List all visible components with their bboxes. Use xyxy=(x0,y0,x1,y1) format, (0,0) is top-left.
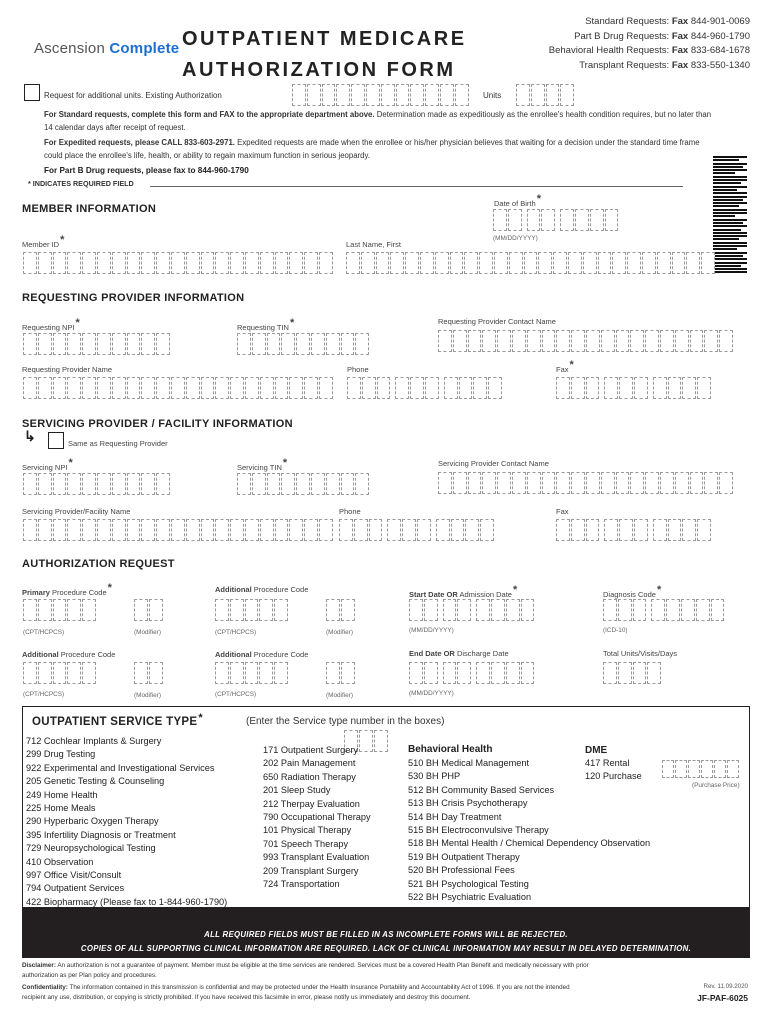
bh-heading: Behavioral Health xyxy=(408,744,493,755)
svc-phone-label: Phone xyxy=(339,507,361,516)
modifier-hint: (Modifier) xyxy=(134,692,161,699)
end-date-input[interactable] xyxy=(409,662,534,684)
additional-code-label-2: Additional Procedure Code xyxy=(22,650,116,659)
modifier-hint: (Modifier) xyxy=(326,629,353,636)
member-id-input[interactable] xyxy=(23,252,333,274)
logo-light-text: Ascension xyxy=(34,40,106,57)
date-hint: (MM/DD/YYYY) xyxy=(409,627,454,634)
auth-heading: AUTHORIZATION REQUEST xyxy=(22,558,175,570)
revision: Rev. 11.09.2020 xyxy=(703,983,748,990)
req-fax-input[interactable] xyxy=(556,377,711,399)
totals-label: Total Units/Visits/Days xyxy=(603,649,678,658)
service-col-1: 712 Cochlear Implants & Surgery 299 Drug Testing 922 Experimental and Investigational Services 205 Genetic Testing & Counseling 249 Home Health 225 Home Meals 290 Hyperbaric Oxygen Therapy 395 Infertility Diagnosis or Treatment 729 Neuropsychological Testing 410 Observation 997 Office Visit/Consult 794 Outpatient Services 422 Biopharmacy (Please fax to 1-844-960-1790) xyxy=(26,736,228,907)
diagnosis-label: Diagnosis Code* xyxy=(603,584,662,599)
svc-tin-label: Servicing TIN* xyxy=(237,457,288,472)
fax-line: Part B Drug Requests: Fax 844-960-1790 xyxy=(574,30,750,42)
member-heading: MEMBER INFORMATION xyxy=(22,203,157,215)
modifier-hint: (Modifier) xyxy=(134,629,161,636)
service-heading: OUTPATIENT SERVICE TYPE* xyxy=(32,712,203,728)
standard-instructions: For Standard requests, complete this form and FAX to the appropriate department above. Determination made as expeditiously as the enrollee's health condition requires, but no later than 14 calendar days after receipt of request. xyxy=(44,110,712,132)
req-contact-input[interactable] xyxy=(438,330,733,352)
req-phone-label: Phone xyxy=(347,365,369,374)
date-hint: (MM/DD/YYYY) xyxy=(409,690,454,697)
end-date-label: End Date OR Discharge Date xyxy=(409,649,509,658)
fax-line: Behavioral Health Requests: Fax 833-684-1678 xyxy=(548,45,750,56)
additional-modifier-input-3[interactable] xyxy=(326,662,355,684)
icd-hint: (ICD-10) xyxy=(603,627,628,634)
disclaimer: Disclaimer: An authorization is not a guarantee of payment. Member must be eligible at the time services are rendered. Services must be a covered Health Plan Benefit and medically necessary with prior authorization as per Plan policy and procedures. xyxy=(22,962,589,979)
svc-fax-input[interactable] xyxy=(556,519,711,541)
warning-line-1: ALL REQUIRED FIELDS MUST BE FILLED IN AS INCOMPLETE FORMS WILL BE REJECTED. xyxy=(204,930,568,939)
cpt-hint: (CPT/HCPCS) xyxy=(215,691,257,698)
additional-code-label-1: Additional Procedure Code xyxy=(215,585,309,594)
req-fax-label: Fax* xyxy=(556,359,574,374)
warning-line-2: COPIES OF ALL SUPPORTING CLINICAL INFORMATION ARE REQUIRED. LACK OF CLINICAL INFORMATION MAY RESULT IN DELAYED DETERMINATION. xyxy=(80,944,692,953)
divider xyxy=(150,186,683,187)
partb-instructions: For Part B Drug requests, please fax to 844-960-1790 xyxy=(44,166,249,175)
primary-modifier-input[interactable] xyxy=(134,599,163,621)
dme-heading: DME xyxy=(585,745,608,756)
purchase-price-hint: (Purchase Price) xyxy=(692,782,740,789)
diagnosis-input[interactable] xyxy=(603,599,724,621)
req-npi-label: Requesting NPI* xyxy=(22,317,80,332)
svc-contact-input[interactable] xyxy=(438,472,733,494)
additional-units-label: Request for additional units. Existing Authorization xyxy=(44,91,222,100)
start-date-input[interactable] xyxy=(409,599,534,621)
requesting-heading: REQUESTING PROVIDER INFORMATION xyxy=(22,292,245,304)
fax-numbers xyxy=(549,15,750,73)
primary-cpt-input[interactable] xyxy=(23,599,96,621)
last-first-input[interactable] xyxy=(346,252,715,274)
additional-units-checkbox[interactable] xyxy=(24,84,40,101)
logo xyxy=(34,40,179,57)
additional-modifier-input-1[interactable] xyxy=(326,599,355,621)
units-input[interactable] xyxy=(516,84,574,106)
totals-input[interactable] xyxy=(603,662,661,684)
additional-modifier-input-2[interactable] xyxy=(134,662,163,684)
additional-cpt-input-2[interactable] xyxy=(23,662,96,684)
additional-cpt-input-3[interactable] xyxy=(215,662,288,684)
req-contact-label: Requesting Provider Contact Name xyxy=(438,317,556,326)
barcode xyxy=(713,156,747,276)
start-date-label: Start Date OR Admission Date* xyxy=(409,584,518,599)
service-col-3: 510 BH Medical Management 530 BH PHP 512 BH Community Based Services 513 BH Crisis Psychotherapy 514 BH Day Treatment 515 BH Electroconvulsive Therapy 518 BH Mental Health / Chemical Dependency Observation 519 BH Outpatient Therapy 520 BH Professional Fees 521 BH Psychological Testing 522 BH Psychiatric Evaluation xyxy=(408,758,651,903)
cpt-hint: (CPT/HCPCS) xyxy=(23,691,65,698)
logo-bold-text: Complete xyxy=(109,40,180,57)
same-as-requesting-checkbox[interactable] xyxy=(48,432,64,449)
svc-name-label: Servicing Provider/Facility Name xyxy=(22,507,131,516)
fax-line: Transplant Requests: Fax 833-550-1340 xyxy=(579,59,750,71)
req-npi-input[interactable] xyxy=(23,333,170,355)
dob-format: (MM/DD/YYYY) xyxy=(493,235,538,242)
svc-name-input[interactable] xyxy=(23,519,333,541)
same-as-label: Same as Requesting Provider xyxy=(68,439,168,448)
existing-auth-input[interactable] xyxy=(292,84,469,106)
additional-code-label-3: Additional Procedure Code xyxy=(215,650,309,659)
modifier-hint: (Modifier) xyxy=(326,692,353,699)
fax-line: Standard Requests: Fax 844-901-0069 xyxy=(585,16,750,27)
svc-phone-input[interactable] xyxy=(339,519,494,541)
req-phone-input[interactable] xyxy=(347,377,502,399)
warning-banner xyxy=(22,908,750,958)
svc-npi-label: Servicing NPI* xyxy=(22,457,73,472)
form-code: JF-PAF-6025 xyxy=(697,993,748,1003)
req-name-input[interactable] xyxy=(23,377,333,399)
req-name-label: Requesting Provider Name xyxy=(22,365,113,374)
req-tin-label: Requesting TIN* xyxy=(237,317,295,332)
service-instruction: (Enter the Service type number in the boxes) xyxy=(246,716,445,727)
svc-npi-input[interactable] xyxy=(23,473,170,495)
primary-code-label: Primary Procedure Code* xyxy=(22,582,112,597)
title-line-2: AUTHORIZATION FORM xyxy=(182,59,456,81)
units-label: Units xyxy=(483,91,502,100)
form-title xyxy=(182,24,467,86)
svc-contact-label: Servicing Provider Contact Name xyxy=(438,459,549,468)
dob-label: Date of Birth* xyxy=(494,193,541,208)
last-first-label: Last Name, First xyxy=(346,240,402,249)
dob-input[interactable] xyxy=(493,209,618,231)
cpt-hint: (CPT/HCPCS) xyxy=(215,629,257,636)
confidentiality: Confidentiality: The information contained in this transmission is confidential and may be protected under the Health Insurance Portability and Accountability Act of 1996. If you are not the intended recipient any use, distribution, or copying is strictly prohibited. If you have received this facsimile in error, please notify us immediately and destroy this document. xyxy=(22,984,570,1001)
expedited-instructions: For Expedited requests, please CALL 833-603-2971. Expedited requests are made when the enrollee or his/her physician believes that waiting for a decision under the standard time frame could place the enrollee's life, health, or ability to regain maximum function in serious jeopardy. xyxy=(44,138,700,160)
required-note: * INDICATES REQUIRED FIELD xyxy=(28,179,134,188)
member-id-label: Member ID* xyxy=(22,234,65,249)
cpt-hint: (CPT/HCPCS) xyxy=(23,629,65,636)
service-col-4: 417 Rental 120 Purchase xyxy=(585,758,642,782)
svc-fax-label: Fax xyxy=(556,507,569,516)
req-tin-input[interactable] xyxy=(237,333,369,355)
additional-cpt-input-1[interactable] xyxy=(215,599,288,621)
servicing-heading: SERVICING PROVIDER / FACILITY INFORMATION xyxy=(22,418,293,430)
title-line-1: OUTPATIENT MEDICARE xyxy=(182,28,467,50)
purchase-price-input[interactable] xyxy=(662,760,739,778)
svc-tin-input[interactable] xyxy=(237,473,369,495)
arrow-icon: ↳ xyxy=(24,428,36,444)
service-col-2: 171 Outpatient Surgery 202 Pain Management 650 Radiation Therapy 201 Sleep Study 212 Therpay Evaluation 790 Occupational Therapy 101 Physical Therapy 701 Speech Therapy 993 Transplant Evaluation 209 Transplant Surgery 724 Transportation xyxy=(263,745,371,890)
